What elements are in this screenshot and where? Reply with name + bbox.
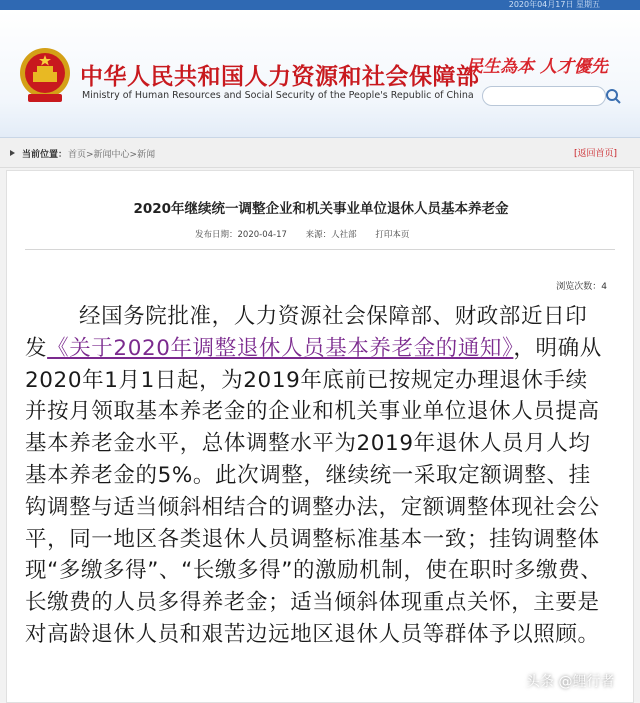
article-meta [195,228,425,240]
view-count: 浏览次数：4 [556,282,607,292]
top-strip [0,0,640,10]
divider [25,249,615,250]
notice-link[interactable]: 《关于2020年调整退休人员基本养老金的通知》 [47,335,514,361]
top-date-text: 2020年04月17日 星期五 [508,0,600,9]
article-title: 2020年继续统一调整企业和机关事业单位退休人员基本养老金 [133,201,509,217]
article-body [25,301,609,651]
national-emblem-icon [18,46,72,106]
body-text-main: ，明确从2020年1月1日起，为2019年底前已按规定办理退休手续并按月领取基本养老金的企业和机关事业单位退休人员提高基本养老金水平，总体调整水平为2019年退休人员月人均基本养老金的5%。此次调整，继续统一采取定额调整、挂钩调整与适当倾斜相结合的调整办法，定额调整体现社会公平，同一地区各类退休人员调整标准基本一致；挂钩调整体现“多缴多得”、“长缴多得”的激励机制，使在职时多缴费、长缴费的人员多得养老金；适当倾斜体现重点关怀，主要是对高龄退休人员和艰苦边远地区退休人员等群体予以照顾。 [25,335,603,647]
article-card [6,170,634,703]
article-source: 来源：人社部 [305,230,357,240]
search-icon[interactable] [604,86,622,106]
slogan: 民生為本 人才優先 [466,57,608,77]
search-input[interactable] [482,86,606,106]
publish-date: 发布日期：2020-04-17 [195,230,287,240]
print-button[interactable]: 打印本页 [375,230,410,240]
breadcrumb [0,138,640,168]
breadcrumb-arrow-icon [10,150,15,156]
site-title-cn: 中华人民共和国人力资源和社会保障部 [80,64,480,90]
site-title-en: Ministry of Human Resources and Social Security of the People's Republic of China [82,90,474,101]
site-header [0,10,640,138]
breadcrumb-label: 当前位置： [22,150,68,160]
body-text-intro: 经国务院批准，人力资源社会保障部、财政部近日印发 [25,304,588,361]
watermark: 头条 @鲤行者 [526,674,615,690]
back-home-link[interactable]: [返回首页] [574,149,618,159]
breadcrumb-path[interactable]: 首页>新闻中心>新闻 [68,150,156,160]
